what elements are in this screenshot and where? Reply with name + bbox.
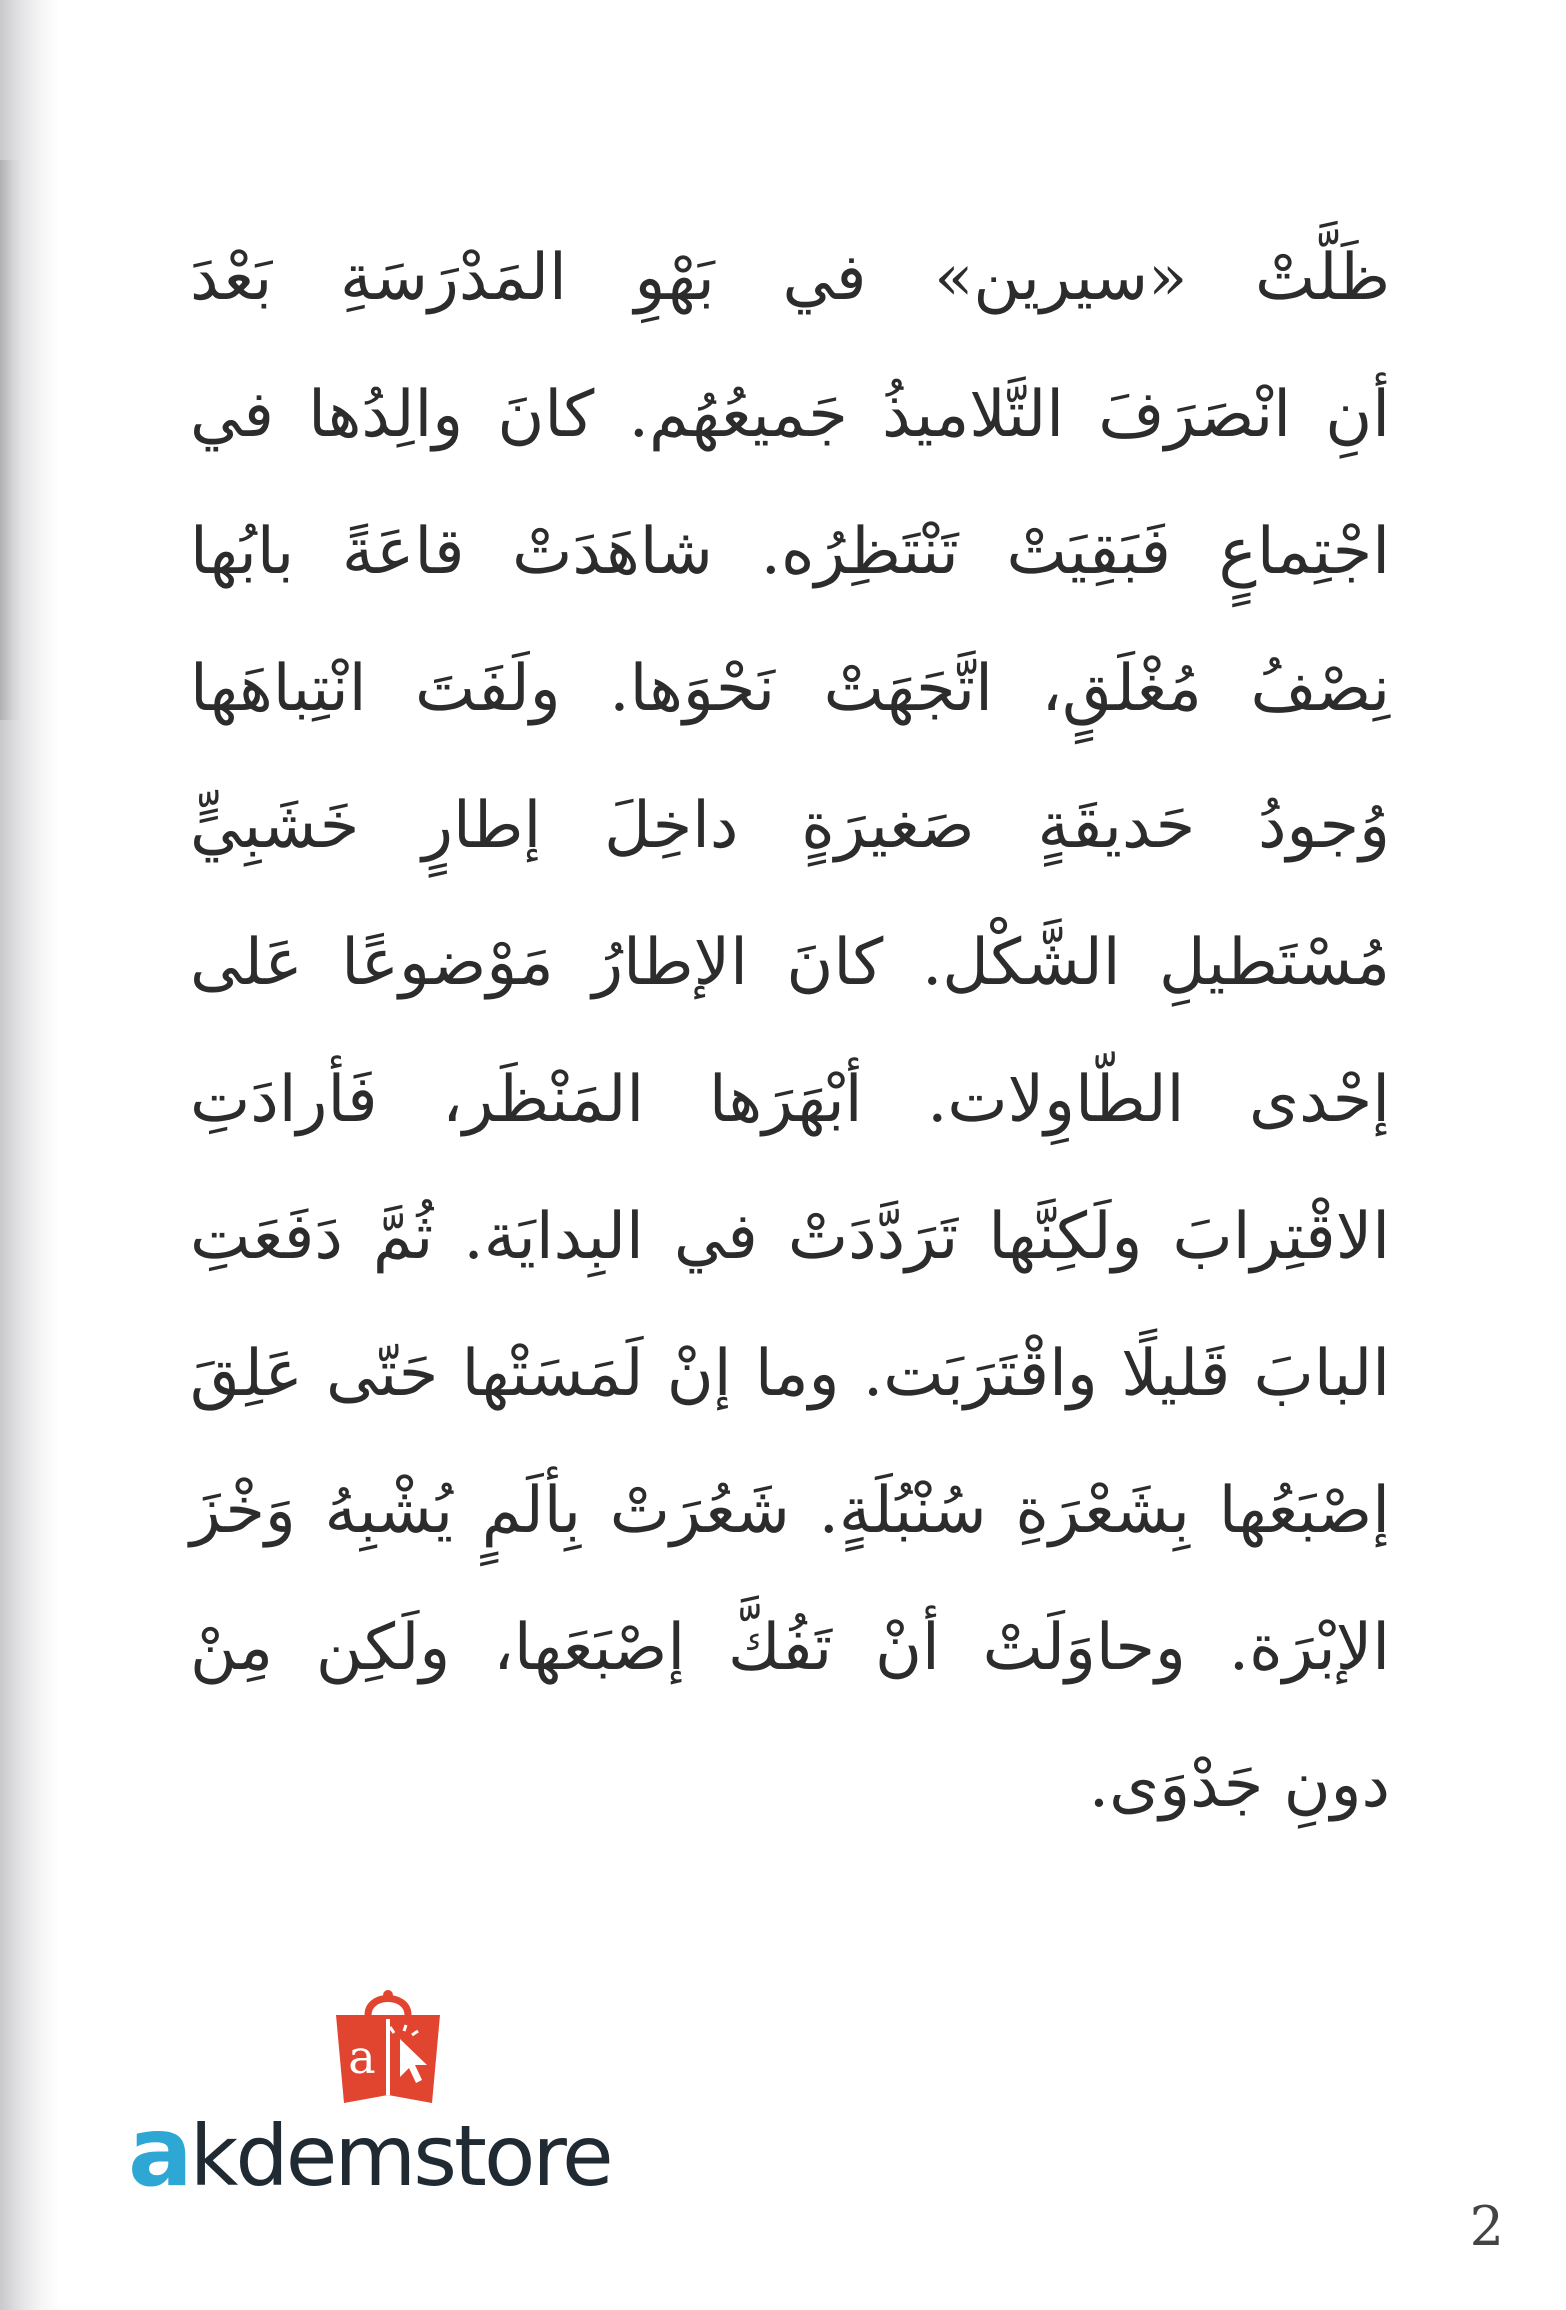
wordmark-a: a xyxy=(128,2096,190,2208)
text-line: مُسْتَطيلِ الشَّكْل. كانَ الإطارُ مَوْضوعًا عَلى xyxy=(190,926,1390,1000)
akdemstore-wordmark xyxy=(128,2097,611,2207)
wordmark-rest: kdemstore xyxy=(189,2107,611,2205)
svg-text:a: a xyxy=(348,2030,376,2084)
page-number: 2 xyxy=(1469,2195,1504,2258)
text-line: إصْبَعُها بِشَعْرَةِ سُنْبُلَةٍ. شَعُرَتْ بِألَمٍ يُشْبِهُ وَخْزَ xyxy=(190,1474,1390,1548)
text-line-last: دونِ جَدْوَى. xyxy=(1088,1748,1390,1822)
text-line: نِصْفُ مُغْلَقٍ، اتَّجَهَتْ نَحْوَها. ولَفَتَ انْتِباهَها xyxy=(190,652,1390,726)
story-text xyxy=(190,210,1390,1854)
book-cart-logo-icon xyxy=(328,1985,448,2110)
text-line: اجْتِماعٍ فَبَقِيَتْ تَنْتَظِرُه. شاهَدَتْ قاعَةً بابُها xyxy=(190,515,1390,589)
text-line: الاقْتِرابَ ولَكِنَّها تَرَدَّدَتْ في البِدايَة. ثُمَّ دَفَعَتِ xyxy=(190,1200,1390,1274)
text-line: وُجودُ حَديقَةٍ صَغيرَةٍ داخِلَ إطارٍ خَشَبِيٍّ xyxy=(190,789,1390,863)
text-line: ظَلَّتْ «سيرين» في بَهْوِ المَدْرَسَةِ بَعْدَ xyxy=(190,241,1390,315)
akdemstore-watermark-logo xyxy=(128,1985,668,2235)
text-line: إحْدى الطّاوِلات. أبْهَرَها المَنْظَر، فَأرادَتِ xyxy=(190,1063,1390,1137)
page-gutter-shadow-dark xyxy=(0,160,22,720)
text-line: أنِ انْصَرَفَ التَّلاميذُ جَميعُهُم. كانَ والِدُها في xyxy=(190,378,1390,452)
text-line: الإبْرَة. وحاوَلَتْ أنْ تَفُكَّ إصْبَعَها، ولَكِن مِنْ xyxy=(190,1611,1390,1685)
text-line: البابَ قَليلًا واقْتَرَبَت. وما إنْ لَمَسَتْها حَتّى عَلِقَ xyxy=(190,1337,1390,1411)
